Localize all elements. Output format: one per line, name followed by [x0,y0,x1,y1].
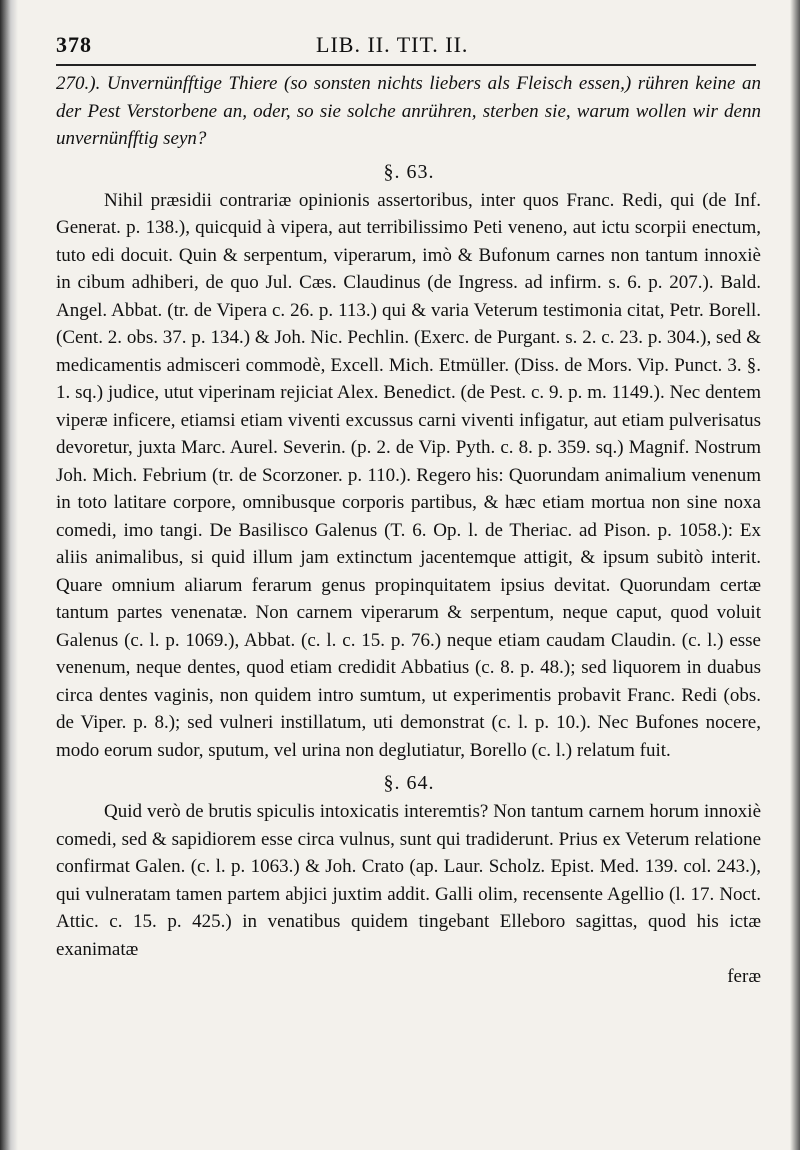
page-number: 378 [56,32,92,57]
running-header [56,32,762,62]
note-continuation: 270.). Unvernünfftige Thiere (so sonsten nichts liebers als Fleisch essen,) rühren keine an der Pest Verstorbene an, oder, so sie solche anrühren, sterben sie, warum wollen wir denn unvernünfftig seyn? [56,73,761,149]
section-63-paragraph: Nihil præsidii contrariæ opinionis assertoribus, inter quos Franc. Redi, qui (de Inf. Generat. p. 138.), quicquid à vipera, aut terribilissimo Peti veneno, aut ictu scorpii enectum, tuto edi docuit. Quin & serpentum, viperarum, imò & Bufonum carnes non tantum innoxiè in cibum adhiberi, de quo Jul. Cæs. Claudinus (de Ingress. ad infirm. s. 6. p. 207.). Bald. Angel. Abbat. (tr. de Vipera c. 26. p. 113.) qui & varia Veterum testimonia citat, Petr. Borell. (Cent. 2. obs. 37. p. 134.) & Joh. Nic. Pechlin. (Exerc. de Purgant. s. 2. c. 23. p. 304.), sed & medicamentis admisceri commodè, Excell. Mich. Etmüller. (Diss. de Mors. Vip. Punct. 3. §. 1. sq.) judice, utut viperinam rejiciat Alex. Benedict. (de Pest. c. 9. p. m. 1149.). Nec dentem viperæ inficere, etiamsi etiam viventi excussus carni viventi infigatur, aut etiam pulverisatus devoretur, juxta Marc. Aurel. Severin. (p. 2. de Vip. Pyth. c. 8. p. 359. sq.) Magnif. Nostrum Joh. Mich. Febrium (tr. de Scorzoner. p. 110.). Regero his: Quorundam animalium venenum in toto latitare corpore, omnibusque corporis partibus, & hæc etiam mortua non sine noxa comedi, imo tangi. De Basilisco Galenus (T. 6. Op. l. de Theriac. ad Pison. p. 1058.): Ex aliis animalibus, si quid illum jam extinctum jacentemque attigit, & ipsum subitò interit. Quare omnium aliarum ferarum genus propinquitatem ipsius devitat. Quorundam certæ tantum partes venenatæ. Non carnem viperarum & serpentum, neque caput, quod voluit Galenus (c. l. p. 1069.), Abbat. (c. l. c. 15. p. 76.) neque etiam caudam Claudin. (c. l.) esse venenum, neque dentes, quod etiam credidit Abbatius (c. 8. p. 48.); sed liquorem in duabus circa dentes vaginis, non quidem intro sumtum, ut experimentis probavit Franc. Redi (obs. de Viper. p. 8.); sed vulneri instillatum, uti demonstrat (c. l. p. 10.). Nec Bufones nocere, modo eorum sudor, sputum, vel urina non deglutiatur, Borello (c. l.) relatum fuit. [56,189,761,761]
section-heading-63: §. 63. [383,160,435,183]
running-title: LIB. II. TIT. II. [316,32,469,57]
text-block [56,70,762,990]
header-rule [56,64,756,66]
section-64-paragraph: Quid verò de brutis spiculis intoxicatis interemtis? Non tantum carnem horum innoxiè comedi, sed & sapidiorem esse circa vulnus, sunt qui tradiderunt. Prius ex Veterum relatione confirmat Galen. (c. l. p. 1063.) & Joh. Crato (ap. Laur. Scholz. Epist. Med. 139. col. 243.), qui vulneratam tamen partem abjici juxtim addit. Galli olim, recensente Agellio (l. 17. Noct. Attic. c. 15. p. 425.) in venatibus quidem tingebant Elleboro sagittas, quod his ictæ exanimatæ [56,801,761,960]
catchword: feræ [727,966,761,987]
page-edge-shadow [790,0,800,1150]
binding-shadow [0,0,18,1150]
section-heading-64: §. 64. [383,772,435,794]
